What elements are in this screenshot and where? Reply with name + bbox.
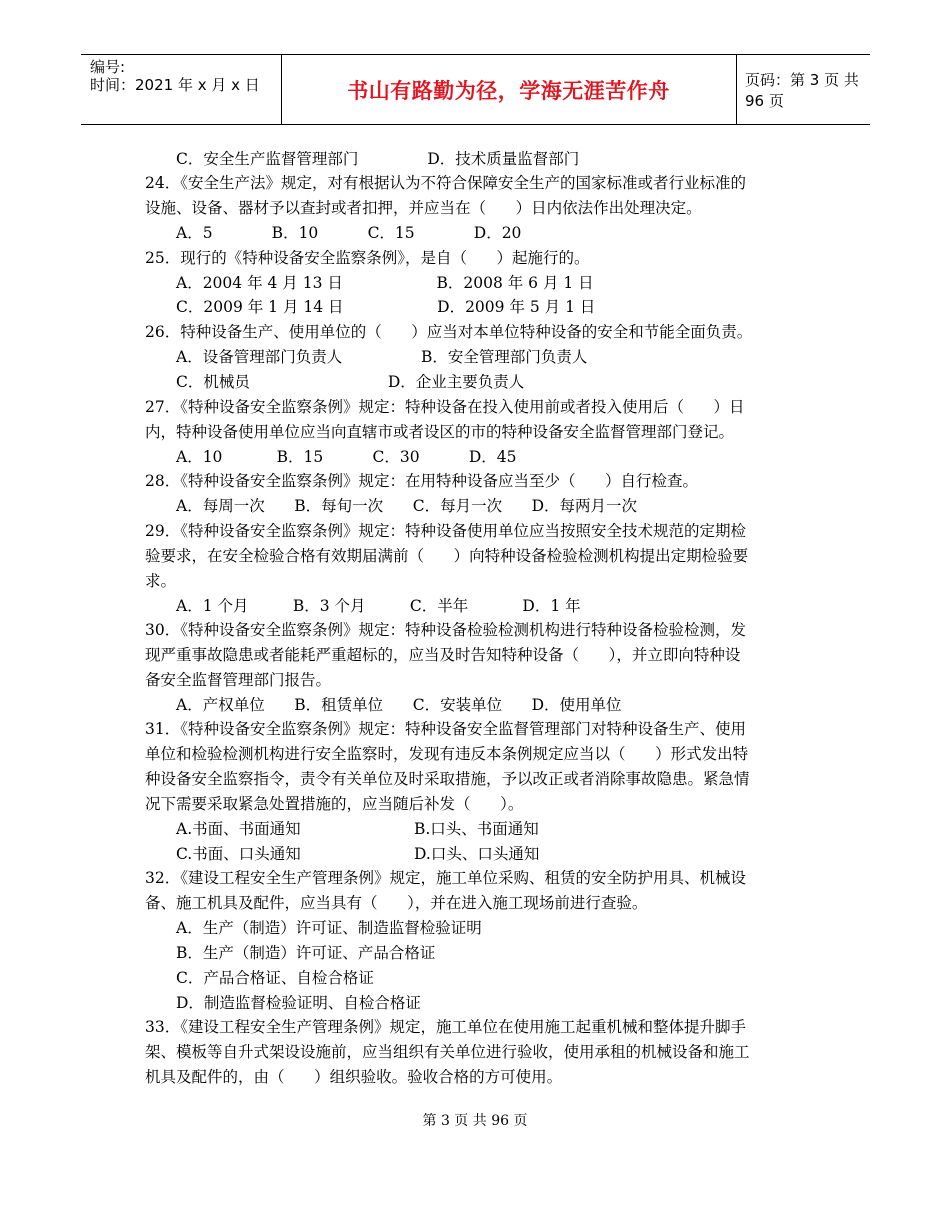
answer-option-line: A．产权单位 B．租赁单位 C．安装单位 D．使用单位 — [176, 696, 622, 714]
document-time-label: 时间：2021 年 x 月 x 日 — [90, 76, 260, 94]
page-header — [81, 54, 870, 125]
answer-option-line: A．2004 年 4 月 13 日 B．2008 年 6 月 1 日 — [176, 274, 594, 292]
answer-option-line: C．2009 年 1 月 14 日 D．2009 年 5 月 1 日 — [176, 298, 596, 316]
question-text-line: 30．《特种设备安全监察条例》规定：特种设备检验检测机构进行特种设备检验检测，发 — [145, 621, 746, 639]
question-text-line: 况下需要采取紧急处置措施的，应当随后补发（ ）。 — [145, 795, 524, 813]
question-text-line: 25．现行的《特种设备安全监察条例》，是自（ ）起施行的。 — [145, 249, 590, 267]
answer-option-line: A．5 B．10 C．15 D．20 — [176, 224, 522, 242]
question-text-line: 种设备安全监察指令，责令有关单位及时采取措施，予以改正或者消除事故隐患。紧急情 — [145, 770, 750, 788]
question-text-line: 备安全监督管理部门报告。 — [145, 671, 332, 689]
question-text-line: 26．特种设备生产、使用单位的（ ）应当对本单位特种设备的安全和节能全面负责。 — [145, 323, 753, 341]
header-page-cell — [736, 55, 870, 124]
document-number-label: 编号: — [90, 58, 126, 76]
question-text-line: 现严重事故隐患或者能耗严重超标的，应当及时告知特种设备（ ），并立即向特种设 — [145, 646, 741, 664]
answer-option-line: B．生产（制造）许可证、产品合格证 — [176, 944, 436, 962]
answer-option-line: D．制造监督检验证明、自检合格证 — [176, 994, 421, 1012]
answer-option-line: A．1 个月 B．3 个月 C．半年 D．1 年 — [176, 597, 581, 615]
question-text-line: 24．《安全生产法》规定，对有根据认为不符合保障安全生产的国家标准或者行业标准的 — [145, 174, 746, 192]
answer-option-line: A．每周一次 B．每旬一次 C．每月一次 D．每两月一次 — [176, 497, 638, 515]
question-text-line: 验要求，在安全检验合格有效期届满前（ ）向特种设备检验检测机构提出定期检验要 — [145, 547, 749, 565]
answer-option-line: C．产品合格证、自检合格证 — [176, 969, 374, 987]
answer-option-line: C．安全生产监督管理部门 D．技术质量监督部门 — [176, 150, 580, 168]
header-left-cell — [81, 55, 282, 124]
header-motto: 书山有路勤为径，学海无涯苦作舟 — [347, 78, 670, 103]
question-text-line: 设施、设备、器材予以查封或者扣押，并应当在（ ）日内依法作出处理决定。 — [145, 199, 702, 217]
answer-option-line: C．机械员 D．企业主要负责人 — [176, 373, 525, 391]
question-text-line: 求。 — [145, 572, 177, 590]
answer-option-line: A.书面、书面通知 B.口头、书面通知 — [176, 820, 539, 838]
question-text-line: 28．《特种设备安全监察条例》规定：在用特种设备应当至少（ ）自行检查。 — [145, 472, 699, 490]
question-text-line: 33．《建设工程安全生产管理条例》规定，施工单位在使用施工起重机械和整体提升脚手 — [145, 1018, 746, 1036]
question-text-line: 机具及配件的，由（ ）组织验收。验收合格的方可使用。 — [145, 1068, 563, 1086]
answer-option-line: C.书面、口头通知 D.口头、口头通知 — [176, 845, 540, 863]
question-text-line: 27．《特种设备安全监察条例》规定：特种设备在投入使用前或者投入使用后（ ）日 — [145, 398, 745, 416]
question-text-line: 32．《建设工程安全生产管理条例》规定，施工单位采购、租赁的安全防护用具、机械设 — [145, 869, 746, 887]
question-text-line: 备、施工机具及配件，应当具有（ ），并在进入施工现场前进行查验。 — [145, 894, 648, 912]
question-text-line: 单位和检验检测机构进行安全监察时，发现有违反本条例规定应当以（ ）形式发出特 — [145, 745, 749, 763]
header-page-code: 页码：第 3 页 共 96 页 — [745, 70, 859, 110]
page-footer: 第 3 页 共 96 页 — [422, 1113, 528, 1129]
answer-option-line: A．10 B．15 C．30 D．45 — [176, 448, 517, 466]
answer-option-line: A．设备管理部门负责人 B．安全管理部门负责人 — [176, 348, 588, 366]
header-motto-cell — [281, 55, 737, 124]
question-text-line: 内，特种设备使用单位应当向直辖市或者设区的市的特种设备安全监督管理部门登记。 — [145, 423, 735, 441]
question-text-line: 31．《特种设备安全监察条例》规定：特种设备安全监督管理部门对特种设备生产、使用 — [145, 720, 746, 738]
question-text-line: 29．《特种设备安全监察条例》规定：特种设备使用单位应当按照安全技术规范的定期检 — [145, 522, 746, 540]
question-text-line: 架、模板等自升式架设设施前，应当组织有关单位进行验收，使用承租的机械设备和施工 — [145, 1043, 750, 1061]
answer-option-line: A．生产（制造）许可证、制造监督检验证明 — [176, 919, 482, 937]
